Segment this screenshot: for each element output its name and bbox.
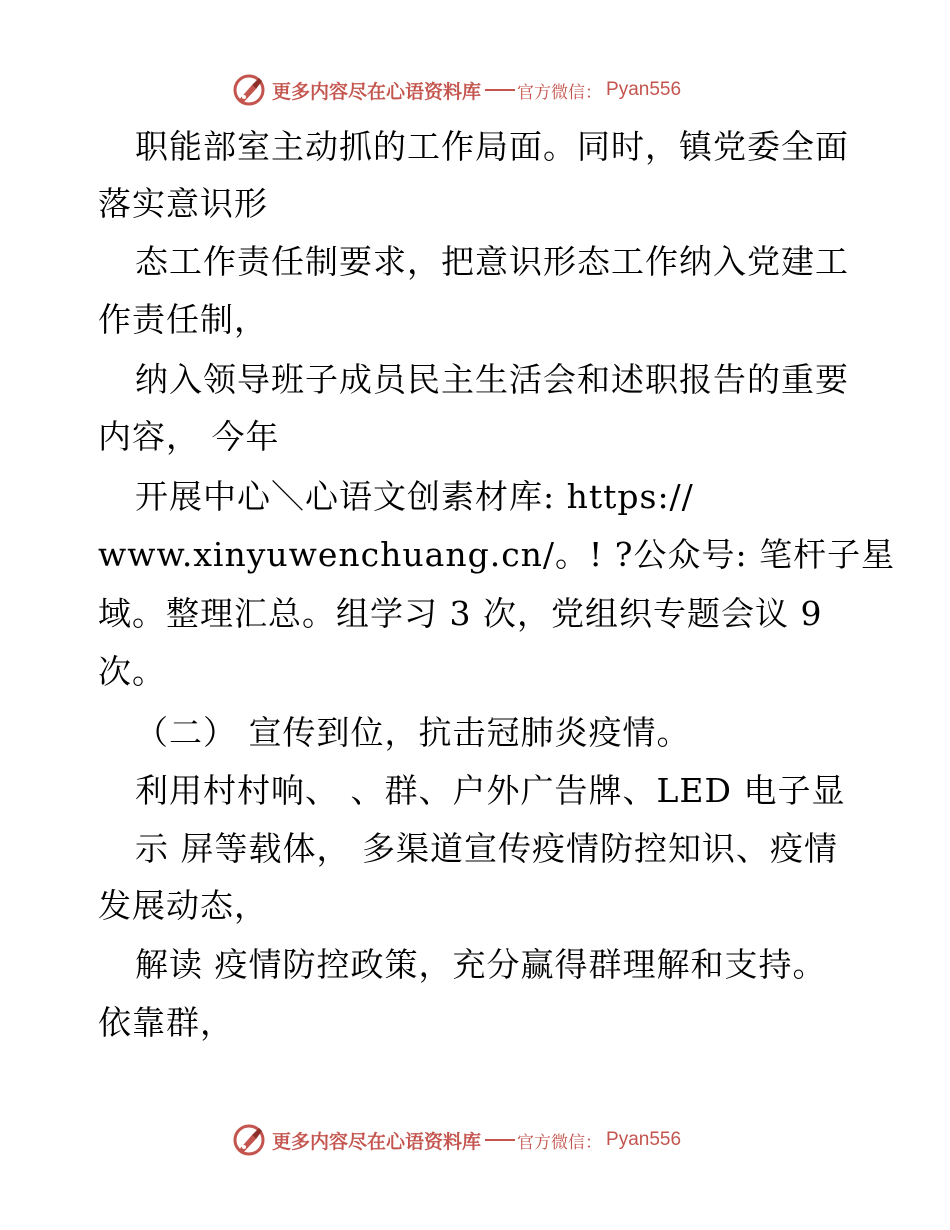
footer-watermark bbox=[232, 1123, 712, 1157]
body-line-15: 解读 疫情防控政策，充分赢得群理解和支持。 bbox=[135, 945, 827, 984]
body-line-9: 域。整理汇总。组学习 3 次，党组织专题会议 9 bbox=[98, 594, 823, 633]
footer-wechat-label: 官方微信： bbox=[517, 1132, 603, 1153]
pen-logo-icon bbox=[232, 1123, 266, 1157]
body-line-8: www.xinyuwenchuang.cn/。! ?公众号: 笔杆子星 bbox=[98, 535, 896, 574]
header-banner-dash bbox=[485, 89, 515, 91]
footer-banner-text: 更多内容尽在心语资料库 bbox=[272, 1130, 482, 1153]
body-line-14: 发展动态， bbox=[98, 886, 268, 925]
pen-logo-icon bbox=[232, 73, 266, 107]
header-watermark bbox=[232, 73, 712, 107]
header-wechat-id: Pyan556 bbox=[606, 79, 682, 100]
footer-wechat-id: Pyan556 bbox=[606, 1129, 682, 1150]
body-line-2: 落实意识形 bbox=[98, 184, 268, 223]
body-line-4: 作责任制， bbox=[98, 300, 268, 339]
body-line-16: 依靠群， bbox=[98, 1003, 234, 1042]
body-line-5: 纳入领导班子成员民主生活会和述职报告的重要 bbox=[135, 360, 849, 399]
body-line-3: 态工作责任制要求，把意识形态工作纳入党建工 bbox=[135, 242, 849, 281]
body-line-12: 利用村村响、 、群、户外广告牌、LED 电子显 bbox=[135, 771, 846, 810]
body-line-10: 次。 bbox=[98, 652, 166, 691]
section-heading: （二） 宣传到位，抗击冠肺炎疫情。 bbox=[135, 713, 691, 752]
body-line-13: 示 屏等载体， 多渠道宣传疫情防控知识、疫情 bbox=[135, 829, 838, 868]
body-line-1: 职能部室主动抓的工作局面。同时，镇党委全面 bbox=[135, 127, 849, 166]
body-line-6: 内容， 今年 bbox=[98, 417, 280, 456]
header-banner-text: 更多内容尽在心语资料库 bbox=[272, 80, 482, 103]
header-wechat-label: 官方微信： bbox=[517, 82, 603, 103]
footer-banner-dash bbox=[485, 1139, 515, 1141]
body-line-7: 开展中心＼心语文创素材库: https:// bbox=[135, 477, 694, 516]
